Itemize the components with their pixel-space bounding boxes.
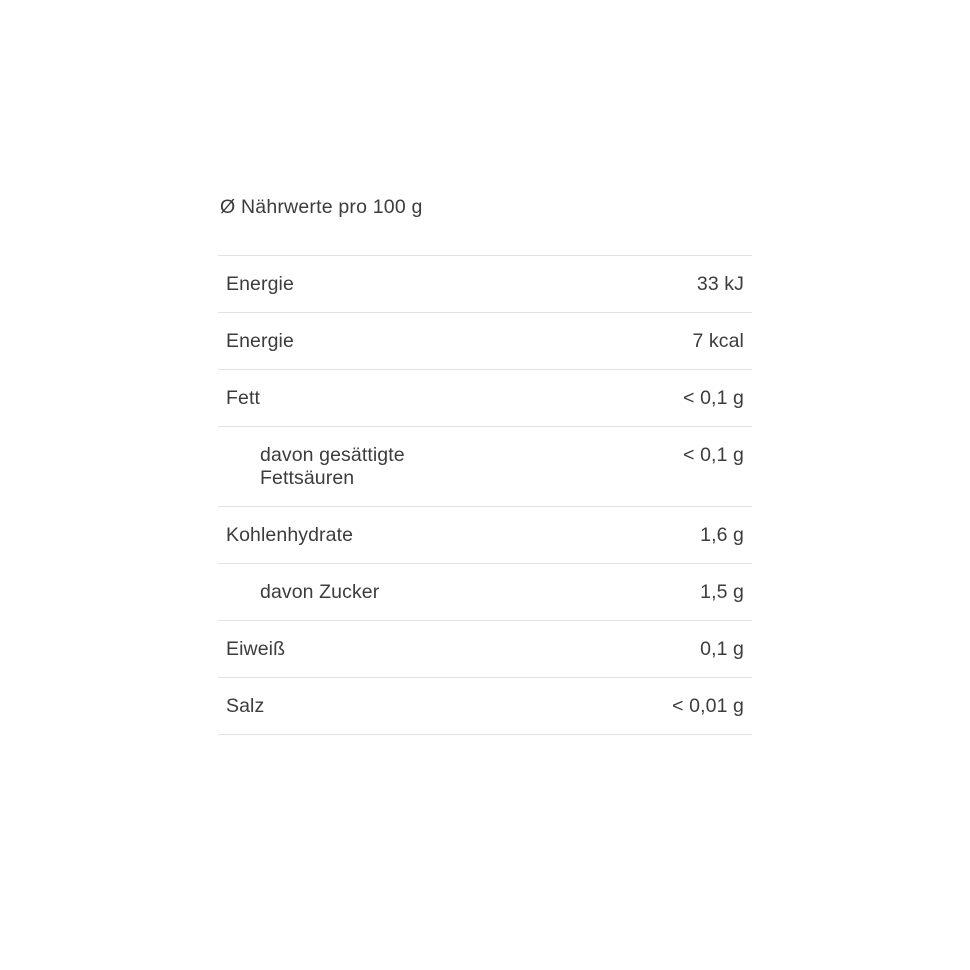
table-row <box>218 621 752 678</box>
table-row <box>218 564 752 621</box>
page-title: Ø Nährwerte pro 100 g <box>220 196 423 218</box>
nutrient-value: 1,5 g <box>700 580 744 603</box>
nutrient-value: 33 kJ <box>696 272 744 295</box>
nutrient-label: davon gesättigte Fettsäuren <box>260 443 405 489</box>
nutrient-label: Kohlenhydrate <box>226 523 354 546</box>
nutrient-label: Eiweiß <box>226 637 286 660</box>
nutrient-label: Salz <box>226 694 265 717</box>
nutrient-label: Energie <box>226 329 294 352</box>
nutrient-value: 1,6 g <box>700 523 744 546</box>
nutrition-facts-panel <box>218 196 752 735</box>
nutrient-value: < 0,01 g <box>672 694 744 717</box>
table-row <box>218 370 752 427</box>
table-row <box>218 256 752 313</box>
nutrient-value: 7 kcal <box>692 329 744 352</box>
nutrient-label: davon Zucker <box>260 580 380 603</box>
nutrient-value: < 0,1 g <box>683 386 744 409</box>
nutrient-value: < 0,1 g <box>683 443 744 466</box>
nutrient-label: Fett <box>226 386 260 409</box>
table-row <box>218 427 752 507</box>
nutrition-table <box>218 255 752 735</box>
nutrient-value: 0,1 g <box>700 637 744 660</box>
table-row <box>218 678 752 735</box>
nutrition-table-body <box>218 256 752 735</box>
table-row <box>218 313 752 370</box>
table-row <box>218 507 752 564</box>
nutrient-label: Energie <box>226 272 294 295</box>
